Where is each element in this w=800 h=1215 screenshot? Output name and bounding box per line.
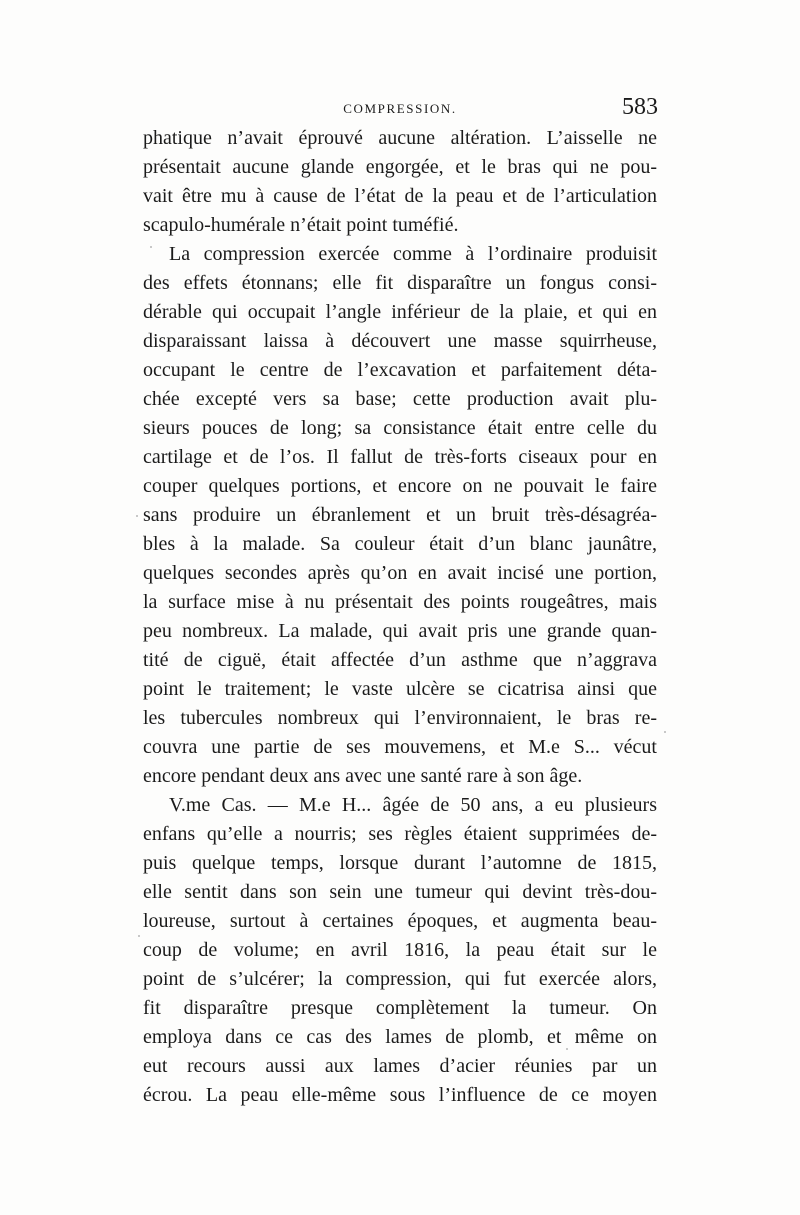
paper-speck: [136, 515, 138, 517]
text-line: point de s’ulcérer; la compression, qui fut exercée alors,: [143, 968, 657, 990]
body-text: [143, 124, 657, 1110]
text-line: occupant le centre de l’excavation et parfaitement déta-: [143, 359, 657, 381]
text-line: disparaissant laissa à découvert une masse squirrheuse,: [143, 330, 657, 352]
text-line: quelques secondes après qu’on en avait incisé une portion,: [143, 562, 657, 584]
text-line: elle sentit dans son sein une tumeur qui devint très-dou-: [143, 881, 657, 903]
paper-speck: [566, 1048, 568, 1050]
paragraph-first-line: V.me Cas. — M.e H... âgée de 50 ans, a eu plusieurs: [169, 794, 657, 816]
text-line: employa dans ce cas des lames de plomb, et même on: [143, 1026, 657, 1048]
paper-speck: [664, 731, 666, 733]
text-line: point le traitement; le vaste ulcère se cicatrisa ainsi que: [143, 678, 657, 700]
text-line: tité de ciguë, était affectée d’un asthme que n’aggrava: [143, 649, 657, 671]
text-line: scapulo-humérale n’était point tuméfié.: [143, 214, 459, 236]
text-line: couvra une partie de ses mouvemens, et M.e S... vécut: [143, 736, 657, 758]
paper-speck: [150, 246, 152, 248]
text-line: peu nombreux. La malade, qui avait pris une grande quan-: [143, 620, 657, 642]
text-line: cartilage et de l’os. Il fallut de très-forts ciseaux pour en: [143, 446, 657, 468]
text-line: bles à la malade. Sa couleur était d’un blanc jaunâtre,: [143, 533, 657, 555]
text-line: puis quelque temps, lorsque durant l’automne de 1815,: [143, 852, 657, 874]
text-line: des effets étonnans; elle fit disparaître un fongus consi-: [143, 272, 657, 294]
text-line: sieurs pouces de long; sa consistance était entre celle du: [143, 417, 657, 439]
text-line: fit disparaître presque complètement la tumeur. On: [143, 997, 657, 1019]
text-line: les tubercules nombreux qui l’environnaient, le bras re-: [143, 707, 657, 729]
text-line: eut recours aussi aux lames d’acier réunies par un: [143, 1055, 657, 1077]
text-line: loureuse, surtout à certaines époques, et augmenta beau-: [143, 910, 657, 932]
text-line: coup de volume; en avril 1816, la peau était sur le: [143, 939, 657, 961]
text-line: dérable qui occupait l’angle inférieur de la plaie, et qui en: [143, 301, 657, 323]
text-line: phatique n’avait éprouvé aucune altération. L’aisselle ne: [143, 127, 657, 149]
paragraph-first-line: La compression exercée comme à l’ordinaire produisit: [169, 243, 657, 265]
text-line: chée excepté vers sa base; cette production avait plu-: [143, 388, 657, 410]
running-head: [142, 96, 658, 122]
page-number: 583: [622, 94, 658, 120]
text-line: vait être mu à cause de l’état de la peau et de l’articulation: [143, 185, 657, 207]
text-line: enfans qu’elle a nourris; ses règles étaient supprimées de-: [143, 823, 657, 845]
paper-speck: [138, 935, 140, 937]
text-line: écrou. La peau elle-même sous l’influence de ce moyen: [143, 1084, 657, 1106]
text-line: encore pendant deux ans avec une santé rare à son âge.: [143, 765, 583, 787]
text-line: la surface mise à nu présentait des points rougeâtres, mais: [143, 591, 657, 613]
text-line: sans produire un ébranlement et un bruit très-désagréa-: [143, 504, 657, 526]
running-title: COMPRESSION.: [343, 101, 457, 116]
text-line: couper quelques portions, et encore on ne pouvait le faire: [143, 475, 657, 497]
text-line: présentait aucune glande engorgée, et le bras qui ne pou-: [143, 156, 657, 178]
